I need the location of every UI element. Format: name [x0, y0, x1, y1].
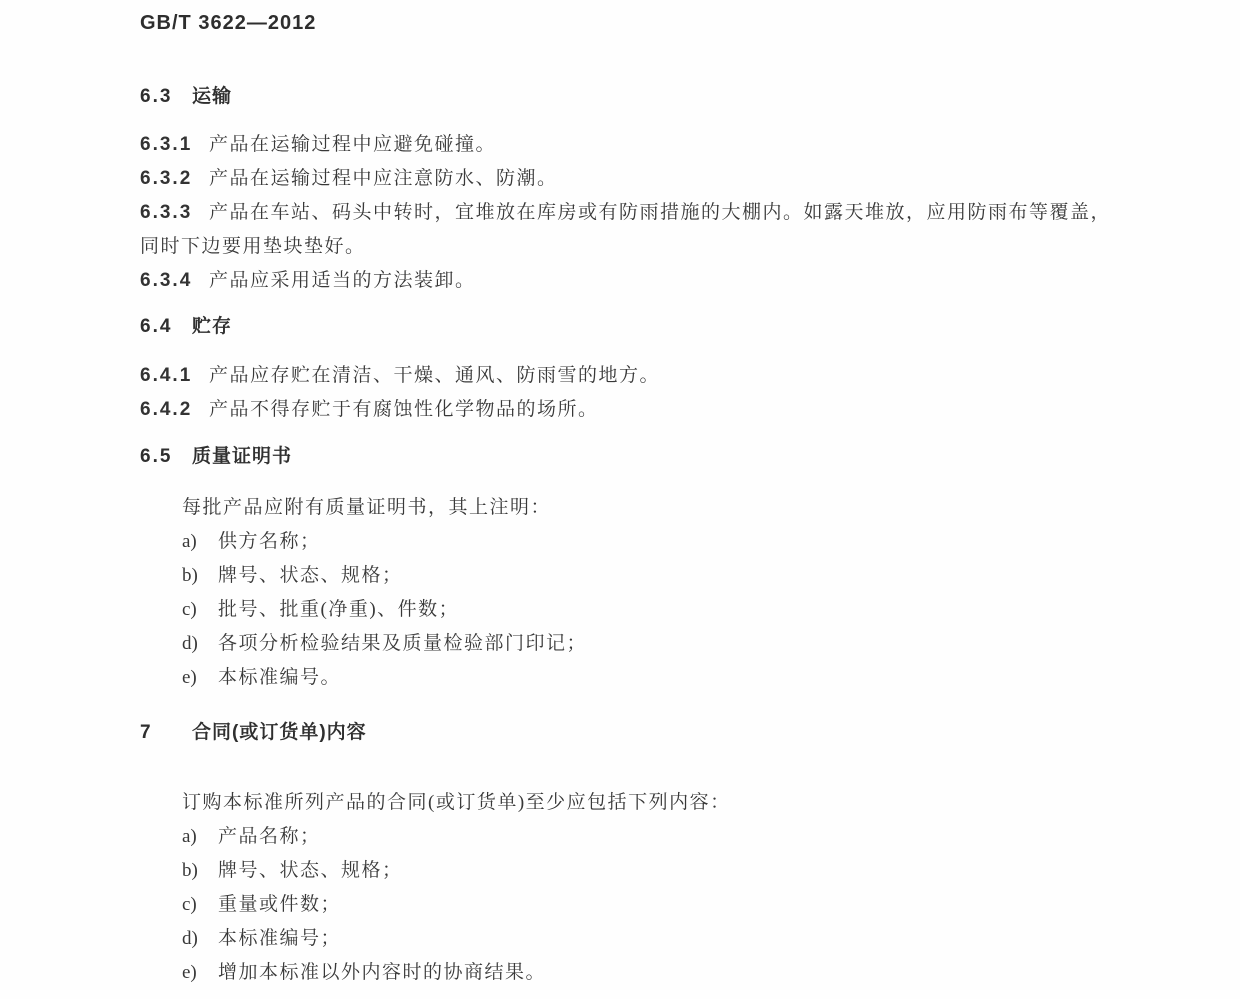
section-title: 贮存 — [192, 316, 233, 337]
section-title: 运输 — [192, 86, 233, 107]
clause-number: 6.3.1 — [140, 134, 193, 155]
section-heading-6-5 — [140, 440, 1115, 474]
section-7-intro: 订购本标准所列产品的合同(或订货单)至少应包括下列内容： — [182, 792, 731, 813]
clause-6-4-2 — [140, 393, 1115, 427]
clause-number: 6.4.1 — [140, 365, 193, 386]
item-label: a) — [182, 531, 197, 552]
item-label: d) — [182, 928, 198, 949]
section-heading-6-4 — [140, 310, 1115, 344]
item-text: 本标准编号； — [218, 928, 342, 949]
section-heading-6-3 — [140, 80, 1115, 114]
clause-text: 产品在运输过程中应避免碰撞。 — [209, 134, 497, 155]
list-item — [140, 627, 1115, 661]
clause-number: 6.3.4 — [140, 270, 193, 291]
clause-number: 6.3.3 — [140, 202, 193, 223]
item-label: d) — [182, 633, 198, 654]
document-content — [140, 0, 1115, 990]
section-heading-7 — [140, 716, 1115, 750]
clause-number: 6.3.2 — [140, 168, 193, 189]
clause-text: 产品应存贮在清洁、干燥、通风、防雨雪的地方。 — [209, 365, 661, 386]
item-text: 重量或件数； — [218, 894, 342, 915]
standard-number-header: GB/T 3622—2012 — [140, 12, 317, 34]
item-label: b) — [182, 860, 198, 881]
clause-text: 产品在运输过程中应注意防水、防潮。 — [209, 168, 558, 189]
section-6-3-clauses — [140, 128, 1115, 298]
item-label: c) — [182, 894, 197, 915]
item-text: 牌号、状态、规格； — [218, 860, 403, 881]
list-item — [140, 956, 1115, 990]
item-text: 供方名称； — [218, 531, 321, 552]
section-title: 合同(或订货单)内容 — [192, 722, 367, 743]
clause-text: 产品在车站、码头中转时，宜堆放在库房或有防雨措施的大棚内。如露天堆放，应用防雨布等覆盖，同时下边要用垫块垫好。 — [140, 202, 1112, 257]
clause-number: 6.4.2 — [140, 399, 193, 420]
list-item — [140, 820, 1115, 854]
item-label: e) — [182, 962, 197, 983]
section-number: 6.4 — [140, 316, 173, 337]
item-label: e) — [182, 667, 197, 688]
item-text: 各项分析检验结果及质量检验部门印记； — [218, 633, 588, 654]
item-text: 增加本标准以外内容时的协商结果。 — [218, 962, 547, 983]
item-label: b) — [182, 565, 198, 586]
section-6-4-clauses — [140, 359, 1115, 427]
item-label: c) — [182, 599, 197, 620]
section-6-5-intro: 每批产品应附有质量证明书，其上注明： — [182, 497, 552, 518]
list-item — [140, 922, 1115, 956]
section-number: 7 — [140, 722, 153, 743]
item-text: 批号、批重(净重)、件数； — [218, 599, 460, 620]
clause-6-3-3 — [140, 196, 1115, 264]
list-item — [140, 888, 1115, 922]
clause-text: 产品不得存贮于有腐蚀性化学物品的场所。 — [209, 399, 599, 420]
item-label: a) — [182, 826, 197, 847]
section-title: 质量证明书 — [192, 446, 293, 467]
item-text: 产品名称； — [218, 826, 321, 847]
section-7-list — [140, 820, 1115, 990]
list-item — [140, 661, 1115, 695]
item-text: 牌号、状态、规格； — [218, 565, 403, 586]
list-item — [140, 593, 1115, 627]
clause-6-4-1 — [140, 359, 1115, 393]
item-text: 本标准编号。 — [218, 667, 342, 688]
clause-6-3-1 — [140, 128, 1115, 162]
section-6-5-list — [140, 525, 1115, 695]
list-item — [140, 854, 1115, 888]
list-item — [140, 559, 1115, 593]
clause-6-3-2 — [140, 162, 1115, 196]
clause-text: 产品应采用适当的方法装卸。 — [209, 270, 476, 291]
list-item — [140, 525, 1115, 559]
section-number: 6.5 — [140, 446, 173, 467]
section-number: 6.3 — [140, 86, 173, 107]
clause-6-3-4 — [140, 264, 1115, 298]
